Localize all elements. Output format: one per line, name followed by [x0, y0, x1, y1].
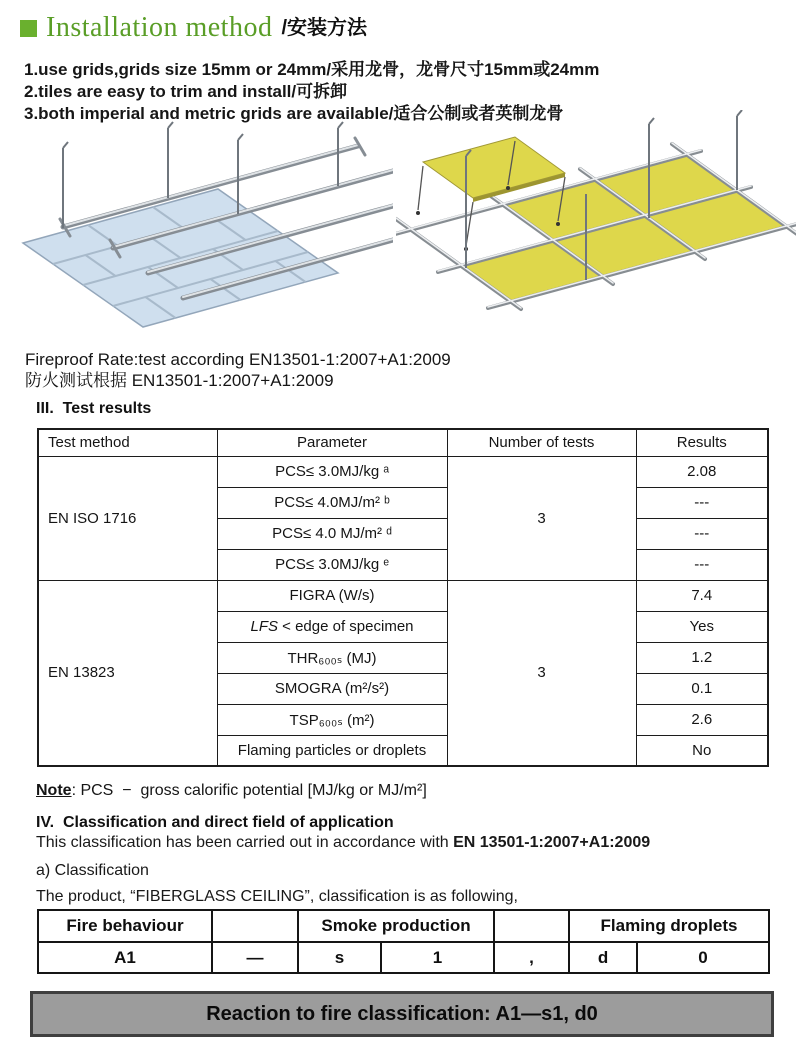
result-cell: 2.08: [636, 456, 768, 487]
col-header-parameter: Parameter: [217, 429, 447, 456]
result-cell: 7.4: [636, 580, 768, 611]
install-note-3: 3.both imperial and metric grids are available/适合公制或者英制龙骨: [24, 104, 564, 123]
value-d: d: [569, 942, 637, 973]
result-cell: ---: [636, 518, 768, 549]
note-text: : PCS − gross calorific potential [MJ/kg or MJ/m²]: [71, 782, 427, 799]
note-label: Note: [36, 782, 72, 799]
tile-grid-diagram: [396, 110, 796, 350]
param-cell: PCS≤ 4.0MJ/m² ᵇ: [217, 487, 447, 518]
col-header-results: Results: [636, 429, 768, 456]
method-cell: EN 13823: [38, 580, 217, 766]
lfs-italic: LFS: [250, 618, 278, 635]
header-fire-behaviour: Fire behaviour: [38, 910, 212, 942]
standard-reference: EN 13501-1:2007+A1:2009: [453, 834, 651, 851]
suspended-ceiling-diagram: [8, 118, 393, 348]
sub-section-a: a) Classification: [36, 862, 149, 879]
tests-cell: 3: [447, 580, 636, 766]
value-s-number: 1: [381, 942, 494, 973]
fireproof-line-en: Fireproof Rate:test according EN13501-1:2007+A1:2009: [25, 350, 451, 369]
param-cell: PCS≤ 3.0MJ/kg ᵉ: [217, 549, 447, 580]
param-cell: PCS≤ 3.0MJ/kg ᵃ: [217, 456, 447, 487]
section-heading-test-results: III. Test results: [36, 400, 152, 417]
result-cell: 0.1: [636, 673, 768, 704]
param-cell: TSP₆₀₀ₛ (m²): [217, 704, 447, 735]
col-header-test-method: Test method: [38, 429, 217, 456]
green-square-icon: [20, 20, 37, 37]
param-cell: Flaming particles or droplets: [217, 735, 447, 766]
title-chinese: /安装方法: [281, 17, 368, 39]
param-cell: LFS < edge of specimen: [217, 611, 447, 642]
install-note-2: 2.tiles are easy to trim and install/可拆卸: [24, 82, 348, 101]
param-cell: PCS≤ 4.0 MJ/m² ᵈ: [217, 518, 447, 549]
result-cell: Yes: [636, 611, 768, 642]
result-cell: 1.2: [636, 642, 768, 673]
value-d-number: 0: [637, 942, 769, 973]
section-heading-classification: IV. Classification and direct field of application: [36, 814, 394, 831]
section-title-installation: [20, 13, 367, 43]
install-note-1: 1.use grids,grids size 15mm or 24mm/采用龙骨，龙骨尺寸15mm或24mm: [24, 60, 600, 79]
result-cell: No: [636, 735, 768, 766]
fire-classification-banner: [30, 991, 774, 1037]
result-cell: 2.6: [636, 704, 768, 735]
classification-header-row: [38, 910, 769, 942]
value-s: s: [298, 942, 381, 973]
value-comma: ,: [494, 942, 569, 973]
param-cell: FIGRA (W/s): [217, 580, 447, 611]
header-flaming-droplets: Flaming droplets: [569, 910, 769, 942]
fireproof-rate-text: [25, 349, 451, 391]
table-header-row: [38, 429, 768, 456]
product-statement: The product, “FIBERGLASS CEILING”, classification is as following,: [36, 888, 518, 905]
header-spacer-2: [494, 910, 569, 942]
result-cell: ---: [636, 549, 768, 580]
value-dash: —: [212, 942, 298, 973]
tests-cell: 3: [447, 456, 636, 580]
classification-table: [37, 909, 770, 974]
classification-intro: This classification has been carried out in accordance with EN 13501-1:2007+A1:2009: [36, 834, 651, 851]
value-fire-behaviour: A1: [38, 942, 212, 973]
ceiling-tiles: [23, 189, 338, 327]
header-spacer-1: [212, 910, 298, 942]
title-english: Installation method: [46, 12, 273, 43]
classification-value-row: [38, 942, 769, 973]
param-cell: SMOGRA (m²/s²): [217, 673, 447, 704]
test-results-table: [37, 428, 769, 767]
pcs-note: [36, 782, 427, 800]
table-row: [38, 456, 768, 487]
result-cell: ---: [636, 487, 768, 518]
col-header-number-of-tests: Number of tests: [447, 429, 636, 456]
fireproof-line-zh: 防火测试根据 EN13501-1:2007+A1:2009: [25, 371, 334, 390]
header-smoke-production: Smoke production: [298, 910, 494, 942]
banner-text: Reaction to fire classification: A1—s1, d0: [206, 1002, 598, 1025]
param-cell: THR₆₀₀ₛ (MJ): [217, 642, 447, 673]
table-row: [38, 580, 768, 611]
method-cell: EN ISO 1716: [38, 456, 217, 580]
